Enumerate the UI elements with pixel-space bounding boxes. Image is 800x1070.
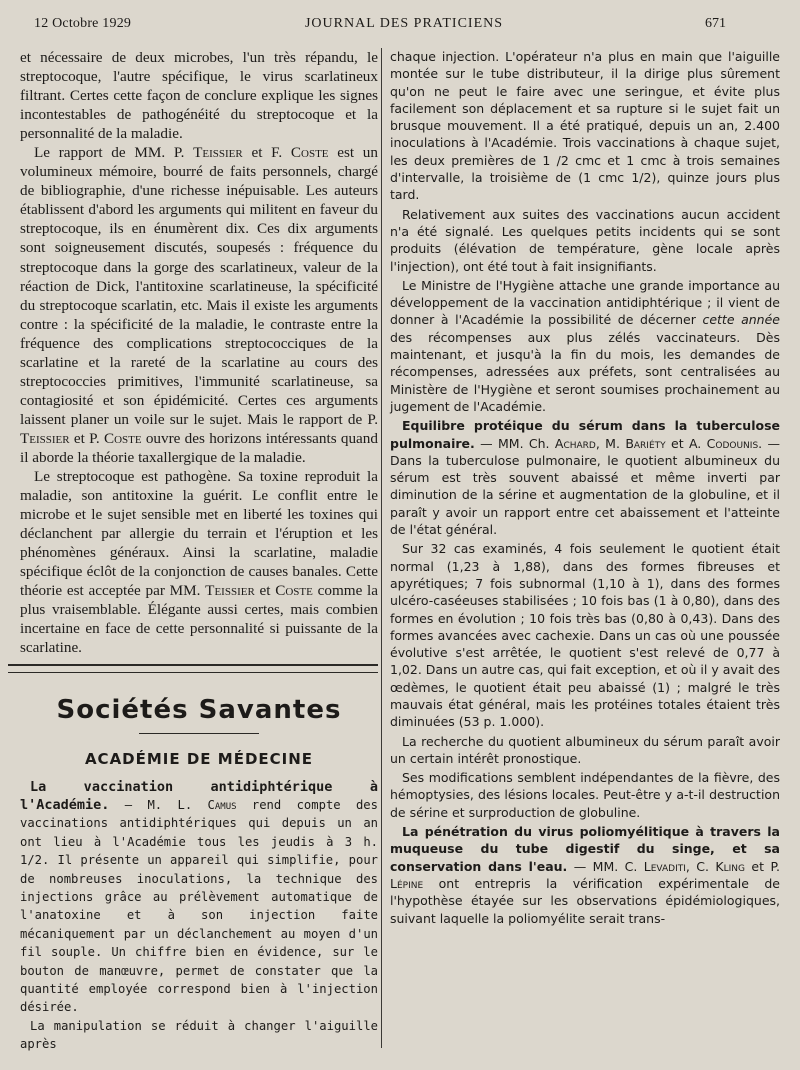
paragraph: chaque injection. L'opérateur n'a plus en main que l'aiguille montée sur le tube distributeur, il la dirige plus sûrement qu'on ne peut le faire avec une seringue, et évite plus facilement son déplacement et sa rupture si le sujet fait un brusque mouvement. Il a été pratiqué, depuis un an, 2.400 inoculations à l'Académie. Trois vaccinations à chaque sujet, les deux premières de 1 /2 cmc et 1 cmc à trois semaines d'intervalle, la troisième de (1 cmc 1/2), quinze jours plus tard. (390, 49, 780, 203)
paragraph: Le streptocoque est pathogène. Sa toxine reproduit la maladie, son antitoxine la guérit. Le conflit entre le microbe et le sujet sensible met en liberté les toxines qui déclanchent par allergie du terrain et l'éruption et les phénomènes généraux. Ainsi la scarlatine, maladie spécifique éclôt de la conjonction de causes banales. Cette théorie est acceptée par MM. Teissier et Coste comme la plus vraisemblable. Élégante aussi certes, mais combien incertaine en face de cette personnalité si puissante de la scarlatine. (20, 468, 379, 657)
emphasis: cette année (702, 312, 780, 328)
section-title: Sociétés Savantes (56, 694, 342, 725)
author-name: Coste (275, 582, 313, 600)
paragraph: et nécessaire de deux microbes, l'un très répandu, le streptocoque, l'autre spécifique, le virus scarlatineux filtrant. Certes cette façon de conclure explique les signes incontestables de pathogénéité du streptocoque et la personnalité de la maladie. (20, 49, 378, 143)
author-name: Codounis (706, 435, 759, 451)
author-name: Teissier (193, 144, 243, 162)
paragraph: La recherche du quotient albumineux du sérum paraît avoir un certain intérêt pronostique. (390, 733, 780, 766)
paragraph: Relativement aux suites des vaccinations aucun accident n'a été signalé. Les quelques petits incidents qui se sont produits (élévation de température, gène locale après l'injection), ont été tout à fait insignifiants. (390, 206, 780, 274)
author-name: Coste (290, 144, 329, 162)
paragraph: Ses modifications semblent indépendantes de la fièvre, des hémoptysies, des lésions locales. Peut-être y a-t-il destruction de sérine et surproduction de globuline. (390, 770, 780, 820)
entry-heading: Equilibre protéique du sérum dans la tuberculose pulmonaire. (390, 418, 780, 451)
author-name: Achard (554, 435, 596, 451)
author-name: Levaditi (643, 858, 686, 874)
entry-heading: La pénétration du virus poliomyélitique à travers la muqueuse du tube digestif du singe, et sa conservation dans l'eau. (390, 824, 780, 874)
paragraph: La pénétration du virus poliomyélitique à travers la muqueuse du tube digestif du singe, et sa conservation dans l'eau. — MM. C. Levaditi, C. Kling et P. Lépine ont entrepris la vérification expérimentale de l'hypothèse étayée sur les observations épidémiologiques, suivant laquelle la poliomyélite serait trans- (390, 824, 781, 926)
author-name: Bariéty (625, 435, 666, 451)
header-date: 12 Octobre 1929 (34, 16, 132, 31)
header-journal-title: JOURNAL DES PRATICIENS (304, 16, 504, 31)
entry-heading: La vaccination antidiphtérique à l'Académie. (20, 778, 378, 813)
paragraph: Le Ministre de l'Hygiène attache une grande importance au développement de la vaccination antidiphtérique ; il vient de donner à l'Académie la possibilité de décerner cette année des récompenses aux plus zélés vaccinateurs. Dès maintenant, et jusqu'à la fin du mois, les demandes de récompenses, adressées aux préfets, sont centralisées au Ministère de l'Hygiène et seront soumises prochainement au jugement de l'Académie. (390, 277, 780, 414)
title-underline (139, 733, 259, 734)
author-name: Teissier (20, 429, 70, 447)
author-name: Lépine (390, 875, 424, 891)
two-column-body (20, 48, 786, 1058)
running-head (20, 12, 788, 42)
left-column (20, 48, 378, 1054)
author-name: Coste (103, 429, 142, 447)
paragraph: Sur 32 cas examinés, 4 fois seulement le quotient était normal (1,23 à 1,88), dans des formes fibreuses et apyrétiques; 7 fois subnormal (1,10 à 1), dans des formes ulcéro-caséeuses stabilisées ; 10 fois bas (1 à 0,80), dans des formes en évolution ; 10 fois très bas (0,80 à 0,43). Dans des formes avancées avec cachexie. Dans un cas où une poussée évolutive s'est arrêtée, le quotient s'est relevé de 0,77 à 1,02. Dans un autre cas, qui fait exception, et où il y avait des œdèmes, le quotient était peu abaissé (1) ; malgré le très mauvais état général, mais les protéines totales étaient très diminuées (53 p. 1.000). (390, 541, 780, 730)
subsection-title: ACADÉMIE DE MÉDECINE (84, 749, 314, 768)
author-name: Kling (715, 858, 745, 874)
author-name: Camus (207, 797, 237, 812)
author-name: Teissier (205, 582, 255, 600)
paragraph: Le rapport de MM. P. Teissier et F. Coste est un volumineux mémoire, bourré de faits personnels, chargé de bibliographie, d'une richesse inépuisable. Les auteurs établissent d'abord les arguments qui militent en faveur du streptocoque, ils en énumèrent dix. Ces dix arguments sont soigneusement discutés, soupesés : fréquence du streptocoque dans la gorge des scarlatineux, valeur de la réaction de Dick, l'antitoxine scarlatineuse, la spécificité du streptocoque scarlatin, etc. Mais il existe les arguments contre : la spécificité de la maladie, le contraste entre la fréquence des complications streptococciques de la scarlatine et la rareté de la scarlatine au cours des streptococcies primitives, l'immunité scarlatineuse, sa contagiosité et son épidémicité. Certes ces arguments laissent planer un voile sur le sujet. Mais le rapport de P. Teissier et P. Coste ouvre des horizons intéressants quand il aborde la théorie taxallergique de la maladie. (20, 144, 378, 466)
section-divider (8, 664, 378, 673)
column-rule (381, 48, 382, 1048)
academy-report (20, 778, 378, 1054)
paragraph: La vaccination antidiphtérique à l'Académie. — M. L. Camus rend compte des vaccinations antidiphtériques qui depuis un an ont lieu à l'Académie tous les jeudis à 3 h. 1/2. Il présente un appareil qui simplifie, pour de nombreuses inoculations, la technique des injections grâce au prélèvement automatique de l'anatoxine et à son injection faite mécaniquement par un déclanchement au moyen d'un fil souple. Un chiffre bien en évidence, sur le bouton de manœuvre, permet de constater que la quantité employée correspond bien à l'injection désirée. (20, 778, 378, 1015)
paragraph: Equilibre protéique du sérum dans la tuberculose pulmonaire. — MM. Ch. Achard, M. Bariéty et A. Codounis. — Dans la tuberculose pulmonaire, le quotient albumineux du sérum est très souvent abaissé et même inverti par diminution de la sérine et augmentation de la globuline, et il paraît y avoir un rapport entre cet abaissement et l'atteinte de l'état général. (390, 418, 780, 538)
right-column (390, 48, 780, 927)
paragraph: La manipulation se réduit à changer l'aiguille après (20, 1018, 378, 1052)
header-page-number: 671 (705, 16, 726, 31)
